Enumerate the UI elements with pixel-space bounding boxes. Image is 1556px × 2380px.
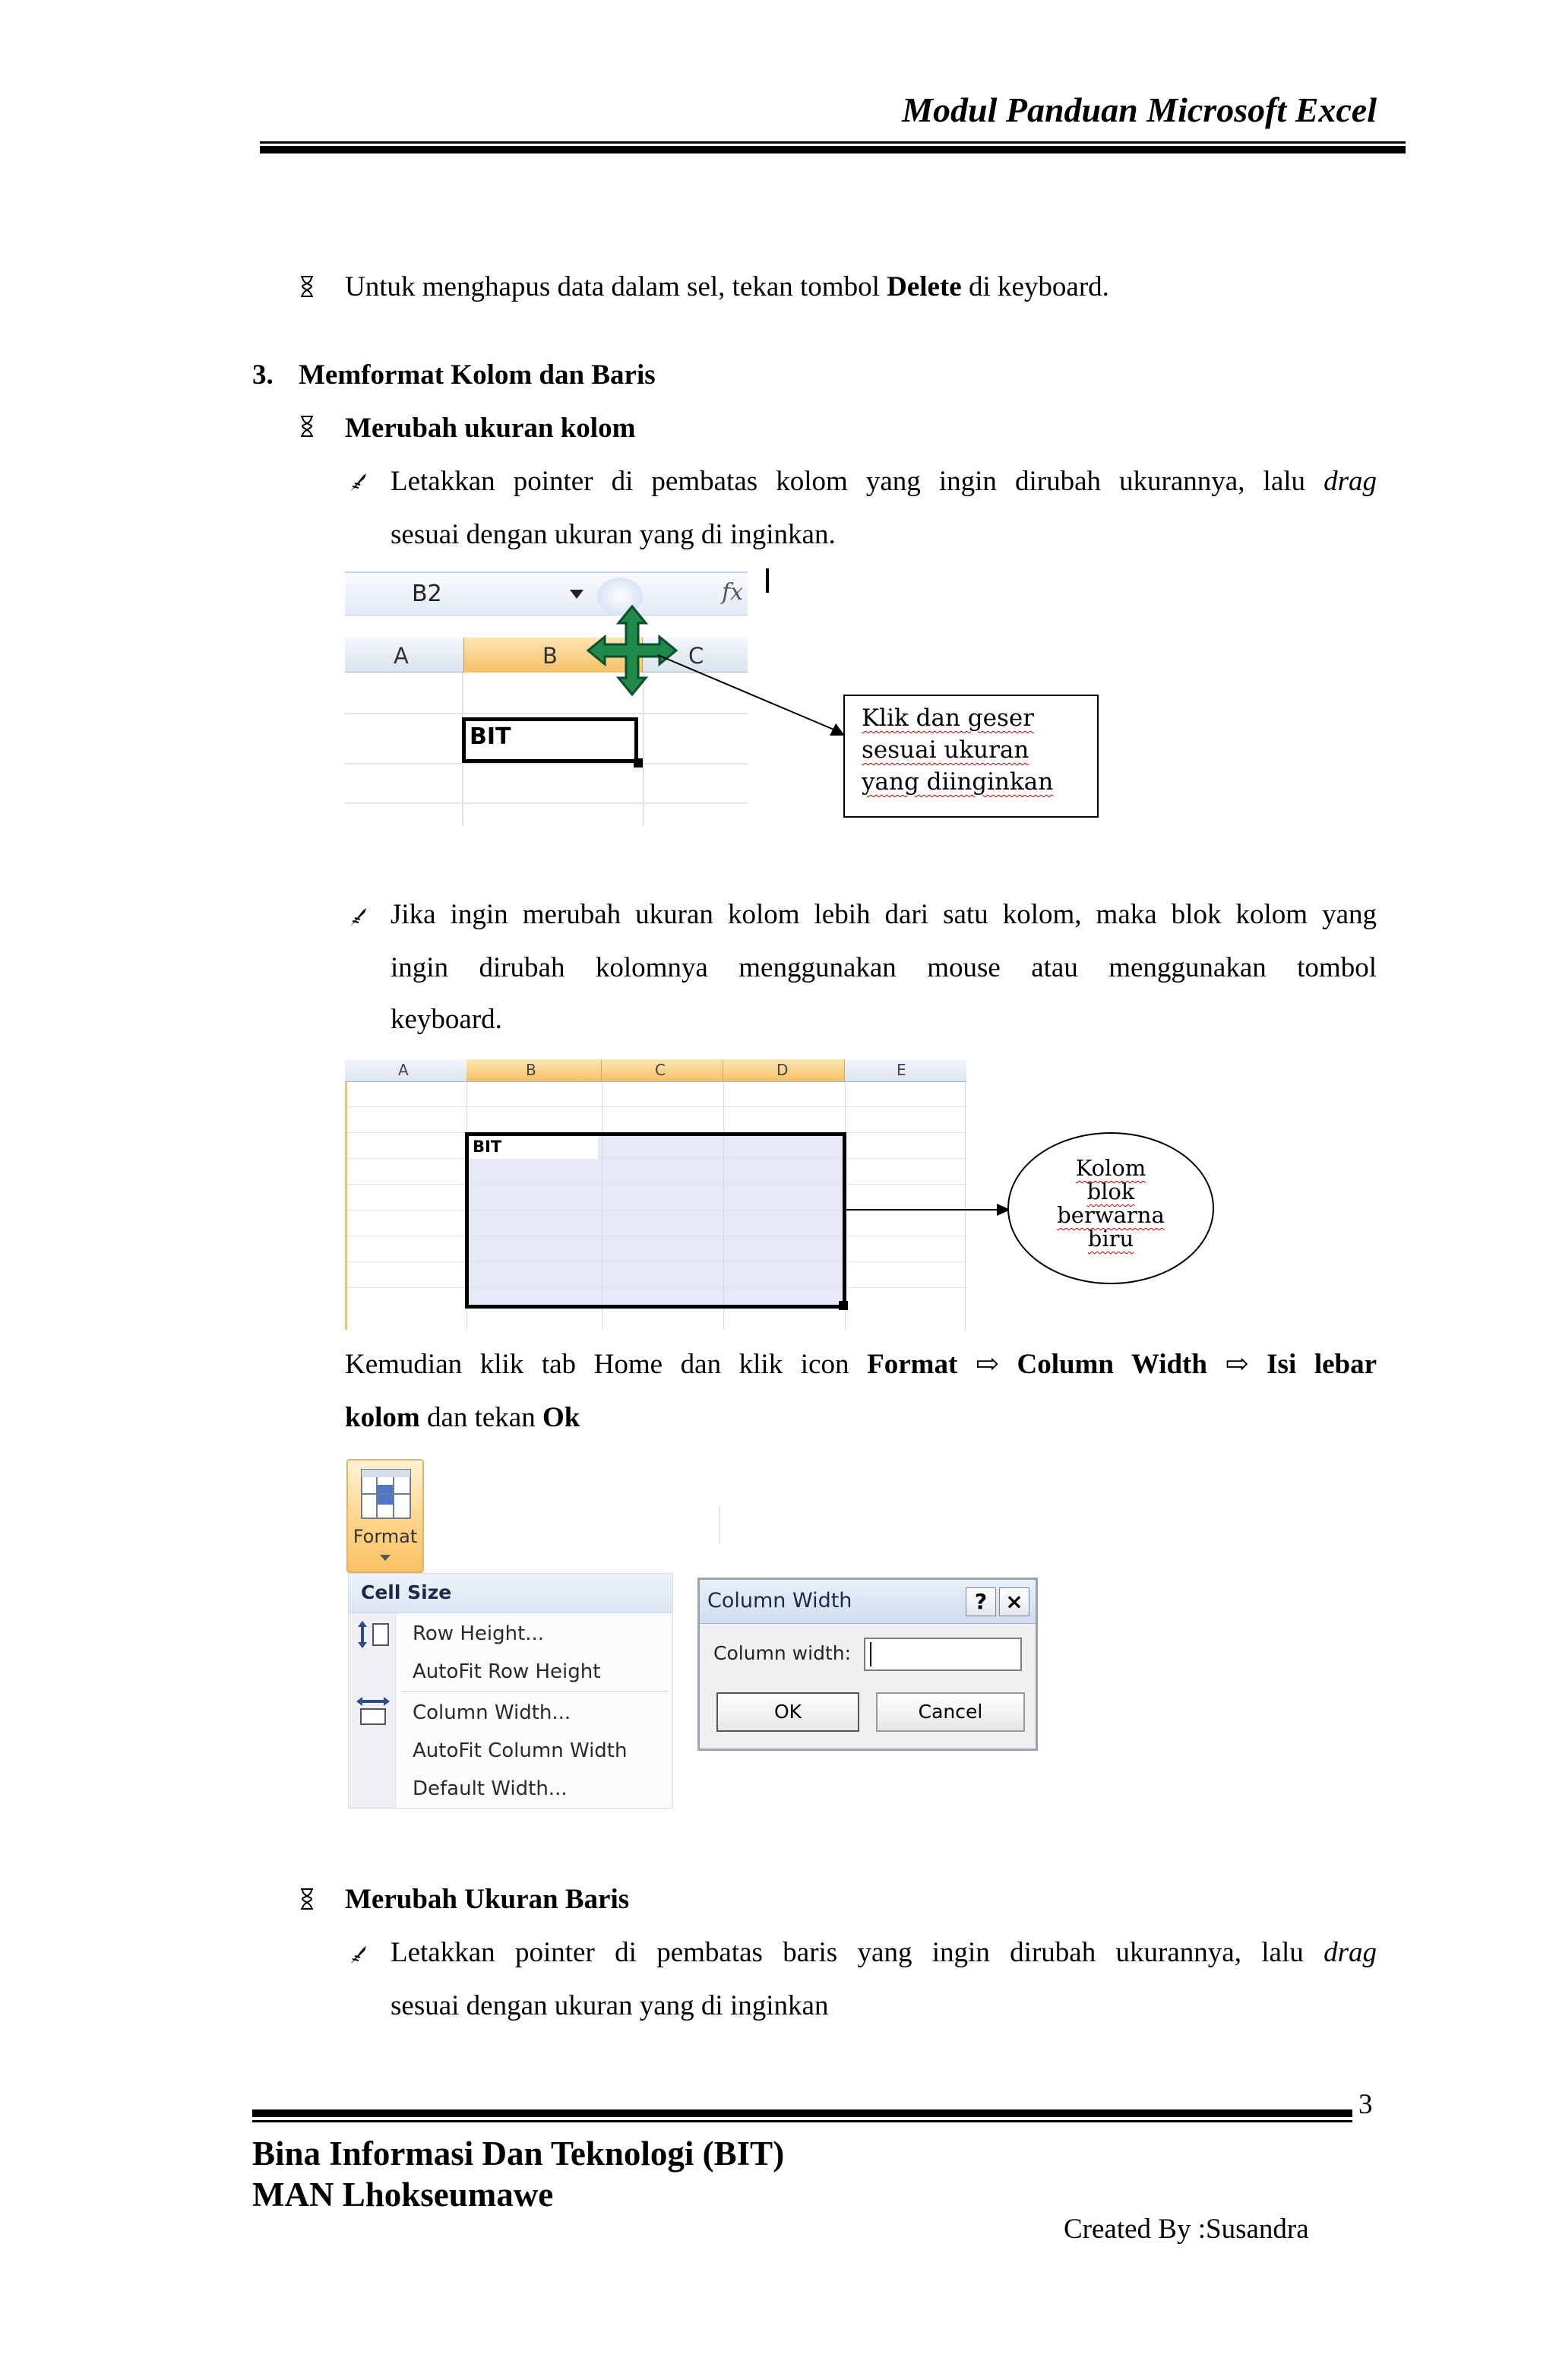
intro-line — [345, 269, 1109, 305]
footer-org-line1: Bina Informasi Dan Teknologi (BIT) — [252, 2135, 785, 2173]
text-caret — [870, 1642, 871, 1666]
close-button[interactable]: × — [999, 1587, 1029, 1616]
menu-section-title: Cell Size — [361, 1581, 452, 1603]
grid-row-line — [345, 1106, 966, 1107]
format-grid-icon — [359, 1467, 413, 1521]
dialog-title: Column Width — [707, 1589, 852, 1613]
quill-bullet-icon — [348, 906, 368, 929]
row-resize-heading: Merubah Ukuran Baris — [345, 1884, 630, 1915]
fill-handle — [634, 758, 643, 767]
row-height-icon — [355, 1619, 391, 1650]
cell-value: BIT — [470, 723, 511, 750]
name-box-bar — [345, 571, 748, 616]
column-header-c: C — [688, 643, 704, 669]
page-header-title: Modul Panduan Microsoft Excel — [902, 90, 1377, 129]
ok-button[interactable]: OK — [716, 1692, 859, 1732]
menu-item-autofit-column-width[interactable]: AutoFit Column Width — [413, 1739, 628, 1762]
callout-line: biru — [1087, 1226, 1134, 1252]
selection-frame — [465, 1132, 846, 1309]
callout-line: blok — [1086, 1179, 1135, 1204]
row-resize-step1 — [391, 1935, 1377, 1971]
column-resize-heading: Merubah ukuran kolom — [345, 413, 636, 444]
grid-row-line — [345, 802, 748, 804]
column-resize-step2-line2: ingin dirubah kolomnya menggunakan mouse atau menggunakan tombol — [391, 952, 1377, 983]
callout-kolom-blok-text — [1007, 1157, 1214, 1251]
column-width-input[interactable] — [864, 1638, 1022, 1671]
cancel-button[interactable]: Cancel — [876, 1692, 1025, 1732]
row-resize-step1-line2: sesuai dengan ukuran yang di inginkan — [391, 1990, 829, 2021]
callout-line: sesuai ukuran — [862, 736, 1029, 764]
intro-text: Untuk menghapus data dalam sel, tekan tombol — [345, 271, 887, 302]
cell-value: BIT — [473, 1138, 502, 1156]
column-resize-step1 — [391, 464, 1377, 500]
help-button[interactable]: ? — [966, 1587, 996, 1616]
menu-item-row-height[interactable]: Row Height... — [413, 1622, 545, 1645]
excel-multi-column-select-screenshot — [345, 1059, 966, 1330]
format-ribbon-button[interactable] — [346, 1459, 424, 1573]
footer-rule-thin — [252, 2120, 1352, 2122]
isi-lebar-label: Isi lebar — [1267, 1349, 1377, 1380]
column-resize-step2-line1: Jika ingin merubah ukuran kolom lebih dari satu kolom, maka blok kolom yang — [391, 899, 1377, 930]
menu-separator — [402, 1691, 668, 1692]
text-cursor-mark — [766, 568, 769, 593]
column-header-b: B — [526, 1061, 536, 1079]
row-header-edge — [345, 1082, 347, 1330]
grid-row-line — [345, 763, 748, 764]
header-rule-thick — [260, 146, 1406, 153]
delete-key-label: Delete — [887, 271, 962, 302]
right-arrow-icon: ⇨ — [1225, 1349, 1249, 1380]
footer-created-by: Created By :Susandra — [1064, 2214, 1309, 2245]
column-header-d: D — [776, 1061, 789, 1079]
column-header-b: B — [542, 643, 558, 669]
callout-line: berwarna — [1057, 1202, 1165, 1228]
hourglass-bullet-icon — [299, 275, 315, 298]
format-button-label: Format — [353, 1526, 418, 1547]
footer-rule-thick — [252, 2109, 1352, 2117]
chevron-down-icon — [380, 1555, 391, 1561]
step1-drag-word: drag — [1324, 466, 1377, 497]
column-header-a: A — [394, 643, 409, 669]
ok-label: Ok — [542, 1402, 580, 1433]
format-dropdown-menu — [348, 1573, 673, 1809]
step1-text: Letakkan pointer di pembatas kolom yang ingin dirubah ukurannya, lalu — [391, 466, 1324, 497]
section-title: Memformat Kolom dan Baris — [299, 359, 656, 391]
column-header-c: C — [655, 1061, 666, 1079]
callout-line: Kolom — [1075, 1155, 1146, 1181]
callout-line: yang diinginkan — [862, 768, 1054, 796]
menu-item-default-width[interactable]: Default Width... — [413, 1777, 568, 1800]
menu-item-column-width[interactable]: Column Width... — [413, 1701, 571, 1724]
callout-arrow-2 — [845, 1201, 1012, 1219]
quill-bullet-icon — [348, 1944, 368, 1967]
callout-klik-dan-geser — [843, 695, 1099, 818]
column-resize-step2-line3: keyboard. — [391, 1004, 502, 1035]
column-width-label: Column Width — [1017, 1349, 1207, 1380]
instruction-text: Kemudian klik tab Home dan klik icon — [345, 1349, 868, 1380]
footer-org-line2: MAN Lhokseumawe — [252, 2176, 554, 2214]
column-header-a: A — [398, 1061, 409, 1079]
divider-mark — [719, 1506, 720, 1544]
format-instruction-line1 — [345, 1347, 1377, 1383]
menu-item-autofit-row-height[interactable]: AutoFit Row Height — [413, 1660, 601, 1683]
header-rule-top — [260, 141, 1406, 144]
row-step1-text: Letakkan pointer di pembatas baris yang ingin dirubah ukurannya, lalu — [391, 1937, 1324, 1968]
dropdown-arrow-icon — [570, 590, 584, 599]
instruction-text: dan tekan — [419, 1402, 542, 1433]
column-width-field-label: Column width: — [713, 1642, 852, 1664]
row-step1-drag-word: drag — [1324, 1937, 1377, 1968]
format-label: Format — [867, 1349, 958, 1380]
intro-text-end: di keyboard. — [961, 271, 1109, 302]
callout-arrow-1 — [653, 644, 851, 743]
page-number: 3 — [1358, 2089, 1373, 2120]
section-number: 3. — [252, 359, 274, 391]
column-width-icon — [355, 1695, 391, 1726]
column-header-e: E — [897, 1061, 906, 1079]
fill-handle — [839, 1301, 848, 1310]
format-instruction-line2 — [345, 1400, 580, 1436]
hourglass-bullet-icon — [299, 415, 315, 438]
fx-label: fx — [722, 579, 744, 606]
column-width-dialog — [697, 1578, 1038, 1751]
name-box-value: B2 — [412, 581, 442, 607]
quill-bullet-icon — [348, 471, 368, 494]
right-arrow-icon: ⇨ — [975, 1349, 999, 1380]
kolom-label: kolom — [345, 1402, 420, 1433]
hourglass-bullet-icon — [299, 1888, 315, 1910]
callout-line: Klik dan geser — [862, 704, 1035, 732]
column-resize-step1-line2: sesuai dengan ukuran yang di inginkan. — [391, 519, 836, 550]
